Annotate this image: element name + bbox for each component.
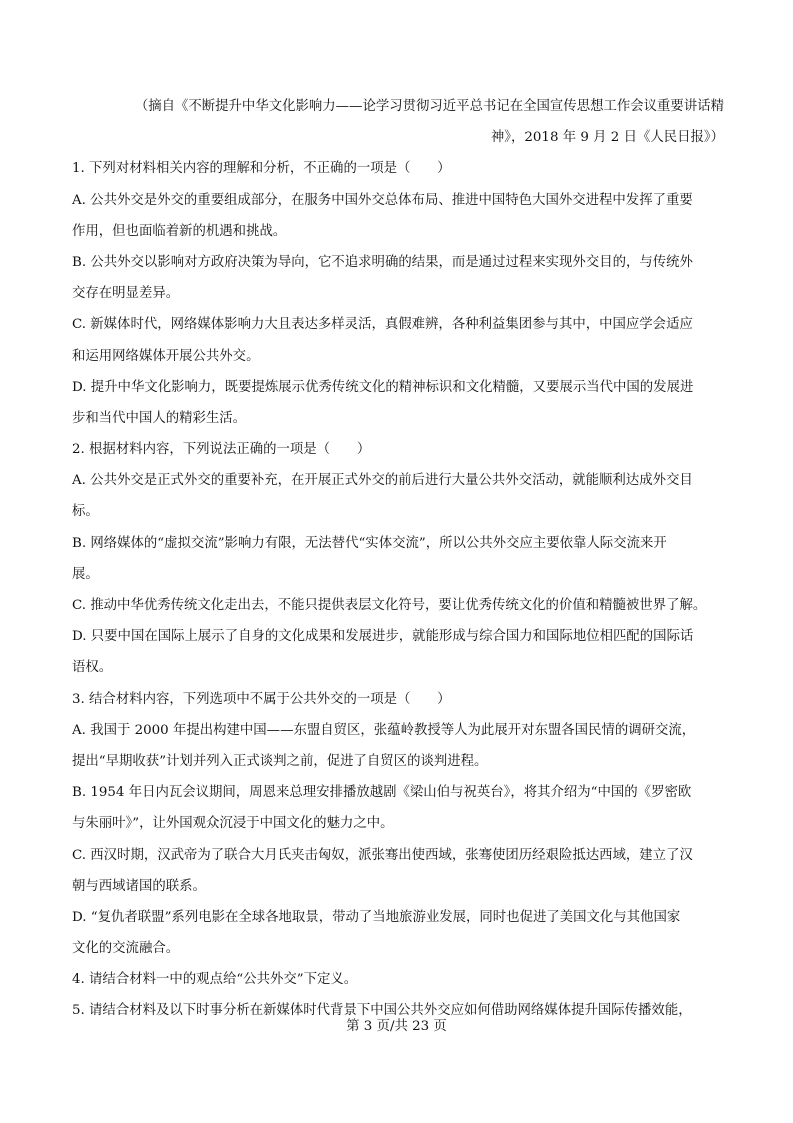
option-text-line: B. 公共外交以影响对方政府决策为导向，它不追求明确的结果，而是通过过程来实现外交目的，与传统外 bbox=[72, 254, 693, 270]
answer-option bbox=[72, 777, 724, 839]
page-number: 第 3 页/共 23 页 bbox=[346, 1019, 447, 1034]
question-stem: 1. 下列对材料相关内容的理解和分析，不正确的一项是（ ） bbox=[72, 161, 451, 177]
option-text-line: 与朱丽叶》”，让外国观众沉浸于中国文化的魅力之中。 bbox=[72, 816, 394, 832]
answer-option bbox=[72, 185, 724, 247]
source-citation-line-2: 神》，2018 年 9 月 2 日《人民日报》） bbox=[490, 130, 724, 146]
option-text-line: 作用，但也面临着新的机遇和挑战。 bbox=[72, 223, 287, 239]
option-text-line: 标。 bbox=[72, 504, 99, 520]
option-text-line: 和运用网络媒体开展公共外交。 bbox=[72, 348, 260, 364]
answer-option bbox=[72, 715, 724, 777]
option-text-line: 提出“早期收获”计划并列入正式谈判之前，促进了自贸区的谈判进程。 bbox=[72, 753, 488, 769]
option-text-line: D. “复仇者联盟”系列电影在全球各地取景，带动了当地旅游业发展，同时也促进了美国文化与其他国家 bbox=[72, 909, 681, 925]
answer-option bbox=[72, 840, 724, 902]
answer-option bbox=[72, 372, 724, 434]
source-citation-line-1: （摘自《不断提升中华文化影响力——论学习贯彻习近平总书记在全国宣传思想工作会议重要讲话精 bbox=[134, 99, 724, 114]
question-stem: 3. 结合材料内容，下列选项中不属于公共外交的一项是（ ） bbox=[72, 691, 451, 707]
option-text-line: D. 提升中华文化影响力，既要提炼展示优秀传统文化的精神标识和文化精髓，又要展示当代中国的发展进 bbox=[72, 379, 694, 395]
option-text-line: D. 只要中国在国际上展示了自身的文化成果和发展进步，就能形成与综合国力和国际地位相匹配的国际话 bbox=[72, 629, 694, 645]
answer-option bbox=[72, 902, 724, 964]
question-stem: 2. 根据材料内容，下列说法正确的一项是（ ） bbox=[72, 442, 371, 458]
question-3 bbox=[72, 684, 724, 965]
question-list bbox=[72, 153, 724, 1026]
option-text-line: 文化的交流融合。 bbox=[72, 941, 180, 957]
option-text-line: 交存在明显差异。 bbox=[72, 286, 180, 302]
option-text-line: B. 网络媒体的“虚拟交流”影响力有限，无法替代“实体交流”，所以公共外交应主要依靠人际交流来开 bbox=[72, 535, 667, 551]
question-stem: 5. 请结合材料及以下时事分析在新媒体时代背景下中国公共外交应如何借助网络媒体提升国际传播效能， bbox=[72, 1003, 692, 1019]
option-text-line: C. 西汉时期，汉武帝为了联合大月氏夹击匈奴，派张骞出使西域，张骞使团历经艰险抵达西域，建立了汉 bbox=[72, 847, 693, 863]
answer-option bbox=[72, 465, 724, 527]
option-text-line: B. 1954 年日内瓦会议期间，周恩来总理安排播放越剧《梁山伯与祝英台》，将其介绍为“中国的《罗密欧 bbox=[72, 785, 692, 801]
answer-option bbox=[72, 590, 724, 621]
option-text-line: A. 公共外交是正式外交的重要补充，在开展正式外交的前后进行大量公共外交活动，就能顺利达成外交目 bbox=[72, 473, 693, 489]
question-4 bbox=[72, 964, 724, 995]
answer-option bbox=[72, 528, 724, 590]
option-text-line: A. 公共外交是外交的重要组成部分，在服务中国外交总体布局、推进中国特色大国外交进程中发挥了重要 bbox=[72, 192, 693, 208]
option-text-line: C. 推动中华优秀传统文化走出去，不能只提供表层文化符号，要让优秀传统文化的价值和精髓被世界了解。 bbox=[72, 598, 707, 613]
option-text-line: C. 新媒体时代，网络媒体影响力大且表达多样灵活，真假难辨，各种利益集团参与其中，中国应学会适应 bbox=[72, 317, 693, 333]
option-text-line: 步和当代中国人的精彩生活。 bbox=[72, 410, 247, 426]
question-stem: 4. 请结合材料一中的观点给“公共外交”下定义。 bbox=[72, 972, 358, 988]
answer-option bbox=[72, 621, 724, 683]
question-1 bbox=[72, 153, 724, 434]
option-text-line: A. 我国于 2000 年提出构建中国——东盟自贸区，张蕴岭教授等人为此展开对东盟各国民情的调研交流， bbox=[72, 722, 696, 738]
option-text-line: 展。 bbox=[72, 566, 99, 582]
page-content bbox=[72, 91, 724, 1027]
option-text-line: 朝与西域诸国的联系。 bbox=[72, 878, 206, 894]
option-text-line: 语权。 bbox=[72, 660, 113, 676]
answer-option bbox=[72, 309, 724, 371]
answer-option bbox=[72, 247, 724, 309]
question-2 bbox=[72, 434, 724, 684]
